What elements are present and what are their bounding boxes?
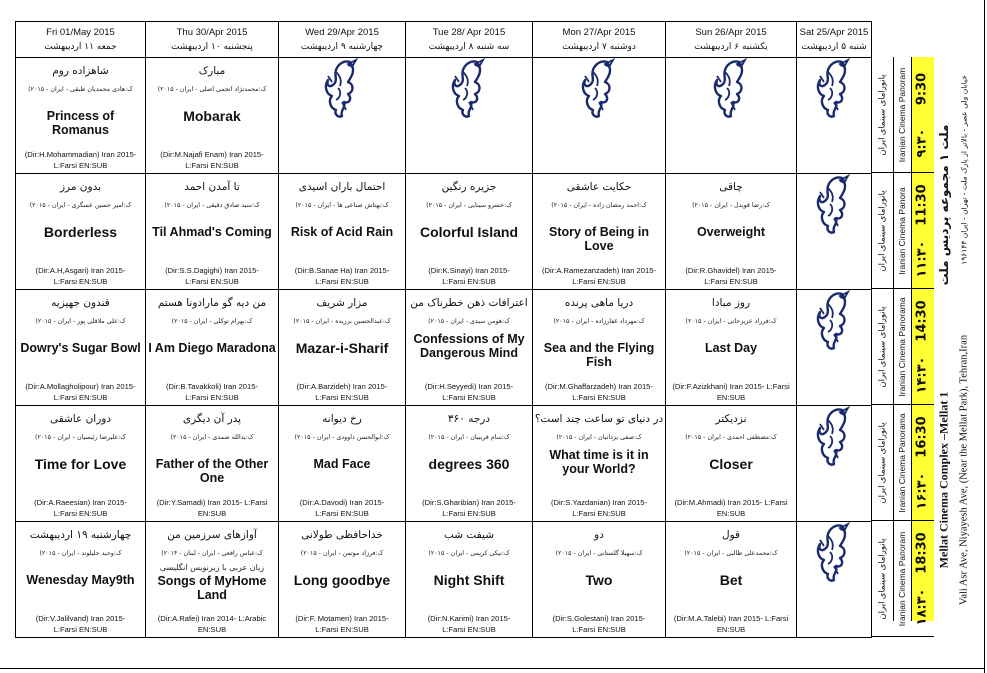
film-cell	[666, 174, 797, 290]
film-title-fa: روز مبادا	[711, 297, 751, 309]
film-cell	[406, 522, 533, 638]
section-name-en: Iranian Cinema Panorama	[897, 297, 907, 397]
film-title-en: Princess of Romanus	[46, 109, 115, 137]
date-fa: یکشنبه ۶ اردیبهشت	[694, 42, 768, 52]
film-info	[408, 266, 530, 287]
film-title-en: I Am Diego Maradona	[148, 341, 276, 355]
film-info-line: (Dir:H.Mohammadian) Iran 2015-	[24, 150, 137, 159]
section-name-en: Iranian Cinema Panoram	[897, 67, 907, 163]
film-info-line: (Dir:R.Ghavidel) Iran 2015-	[685, 266, 777, 275]
film-info	[281, 382, 403, 403]
logo-cell	[406, 58, 533, 174]
film-title-fa: نزدیکتر	[715, 413, 747, 425]
simorgh-bird-logo-icon	[666, 58, 796, 120]
film-info-line: L:Farsi EN:SUB	[315, 624, 369, 634]
film-cell	[406, 290, 533, 406]
film-info-line: (Dir:A.Ramezanzadeh) Iran 2015-	[542, 266, 656, 275]
film-info-line: L:Farsi EN:SUB	[53, 392, 108, 402]
film-cell	[666, 522, 797, 638]
date-en: Fri 01/May 2015	[46, 27, 115, 38]
film-info	[148, 614, 276, 635]
film-title-en: Confessions of My Dangerous Mind	[413, 332, 525, 360]
film-info-line: L:Farsi EN:SUB	[442, 624, 496, 634]
logo-cell	[797, 58, 872, 174]
side-row-rule	[871, 636, 934, 637]
film-info-line: (Dir:M.A.Talebi) Iran 2015- L:Farsi	[673, 614, 789, 623]
time-slot-row	[16, 58, 872, 174]
film-info-line: (Dir:H.Seyyedi) Iran 2015-	[424, 382, 514, 391]
side-row-rule	[871, 172, 934, 173]
film-title-fa: قندون جهیزیه	[51, 297, 110, 309]
film-cell	[16, 174, 146, 290]
film-info	[408, 614, 530, 635]
side-band-rule	[893, 57, 894, 621]
film-info	[18, 266, 143, 287]
film-credit-fa: (ک:محمدعلی طالبی - ایران - ۲۰۱۵	[684, 550, 778, 557]
film-title-en: Story of Being in Love	[549, 225, 649, 253]
film-info	[408, 498, 530, 519]
simorgh-bird-logo-icon	[797, 58, 871, 120]
section-name-en: Iranian Cinema Panorama	[897, 413, 907, 513]
film-title-fa: قول	[721, 529, 741, 541]
film-title-en: Overweight	[696, 225, 766, 239]
date-en: Thu 30/Apr 2015	[176, 27, 248, 38]
film-title-fa: چاقی	[719, 181, 743, 193]
film-cell	[406, 406, 533, 522]
film-credit-fa: (ک:سید صادق دقیقی - ایران - ۲۰۱۵	[164, 202, 260, 209]
film-title-fa: پدر آن دیگری	[182, 413, 242, 425]
film-info-line: (Dir:A.Davodi) Iran 2015-	[299, 498, 385, 507]
film-title-en: Mobarak	[183, 108, 241, 124]
date-header-1	[146, 22, 279, 58]
film-info-line: L:Farsi EN:SUB	[704, 276, 758, 286]
date-en: Sun 26/Apr 2015	[695, 27, 767, 38]
film-title-fa: مزار شریف	[316, 297, 368, 309]
time-label-en: 18:30	[914, 532, 930, 574]
film-title-en: Mad Face	[313, 457, 371, 471]
date-header-3	[406, 22, 533, 58]
film-cell	[533, 290, 666, 406]
film-title-en: Til Ahmad's Coming	[152, 225, 272, 239]
film-credit-fa: (ک:احمد رمضان زاده - ایران - ۲۰۱۵	[551, 202, 647, 209]
film-info	[281, 498, 403, 519]
film-credit-fa: (ک:علیرضا رئیسیان - ایران - ۲۰۱۵	[35, 434, 126, 441]
film-info-line: (Dir:S.Gharibian) Iran 2015-	[422, 498, 516, 507]
film-cell	[533, 522, 666, 638]
film-title-fa: دوران عاشقی	[49, 413, 112, 425]
film-info	[148, 382, 276, 403]
film-title-fa: شاهزاده روم	[52, 65, 109, 77]
simorgh-bird-logo-icon	[797, 290, 871, 352]
film-cell	[666, 406, 797, 522]
film-info-line: EN:SUB	[197, 508, 227, 518]
film-title-fa: ۳۶۰ درجه	[447, 413, 491, 425]
date-en: Tue 28/ Apr 2015	[432, 27, 506, 38]
time-label-en: 11:30	[914, 184, 930, 226]
date-fa: پنجشنبه ۱۰ اردیبهشت	[171, 42, 253, 52]
film-cell	[16, 522, 146, 638]
film-title-fa: جزیره رنگین	[441, 181, 497, 193]
film-cell	[279, 174, 406, 290]
film-info	[535, 382, 663, 403]
address-fa: خیابان ولی عصر - بالاتر از پارک ملت - تهران - ایران ۱۹۶۱۴۳	[959, 75, 969, 265]
film-title-en: degrees 360	[428, 456, 510, 472]
film-info-line: (Dir:S.S.Dagighi) Iran 2015-	[165, 266, 259, 275]
film-title-fa: شیفت شب	[443, 529, 495, 541]
film-info-line: (Dir:A.Rafei) Iran 2014- L:Arabic	[157, 614, 267, 623]
film-title-en: What time is it in your World?	[549, 448, 649, 476]
date-header-2	[279, 22, 406, 58]
film-info-line: L:Farsi EN:SUB	[572, 276, 626, 286]
film-info-line: (Dir:A.Barzideh) Iran 2015-	[296, 382, 388, 391]
film-credit-fa: (ک:وحید جلیلوند - ایران - ۲۰۱۵	[39, 550, 122, 557]
film-info-line: (Dir:F. Motamen) Iran 2015-	[295, 614, 389, 623]
date-en: Sat 25/Apr 2015	[799, 27, 869, 38]
date-fa: چهارشنبه ۹ اردیبهشت	[300, 42, 384, 52]
film-credit-fa: (ک:عبدالحسین برزیده - ایران - ۲۰۱۵	[293, 318, 391, 325]
date-header-row	[16, 22, 872, 58]
cinema-name-en: Mellat Cinema Complex –Mellat 1	[936, 391, 951, 569]
simorgh-bird-logo-icon	[797, 522, 871, 584]
film-info-line: EN:SUB	[716, 392, 746, 402]
film-title-en: Songs of MyHome Land	[157, 574, 267, 602]
film-title-en: Long goodbye	[293, 572, 391, 588]
film-info-line: L:Farsi EN:SUB	[572, 624, 626, 634]
film-title-fa: بدون مرز	[59, 181, 102, 193]
film-info-line: (Dir:M.Ghaffarzadeh) Iran 2015-	[545, 382, 653, 391]
film-info	[18, 150, 143, 171]
film-cell	[666, 290, 797, 406]
film-info-line: EN:SUB	[716, 508, 746, 518]
film-info-line: EN:SUB	[197, 624, 227, 634]
film-title-en: Sea and the Flying Fish	[543, 341, 655, 369]
time-label-en: 16:30	[914, 416, 930, 458]
film-credit-fa: (ک:هومن سیدی - ایران - ۲۰۱۵	[428, 318, 510, 325]
film-credit-fa: (ک:فرزاد موتمن - ایران - ۲۰۱۵	[300, 550, 384, 557]
film-info-line: L:Farsi EN:SUB	[442, 392, 496, 402]
film-title-fa: دریا ماهی پرنده	[564, 297, 634, 309]
film-title-en: Father of the Other One	[155, 457, 269, 485]
film-credit-fa: (ک:نیکی کریمی - ایران - ۲۰۱۵	[428, 550, 510, 557]
side-row-rule	[871, 520, 934, 521]
film-info-line: L:Farsi EN:SUB	[442, 508, 496, 518]
film-title-fa: در دنیای تو ساعت چند است؟	[534, 413, 664, 425]
film-credit-fa: (ک:فرزاد عزیزخانی - ایران - ۲۰۱۵	[685, 318, 777, 325]
film-info-line: (Dir:K.Sinayi) Iran 2015-	[428, 266, 510, 275]
section-name-en: Iranian Cinema Panoram	[897, 531, 907, 627]
film-cell	[146, 58, 279, 174]
film-credit-fa: (ک:امیر حسین عسگری - ایران - ۲۰۱۵	[29, 202, 132, 209]
film-info-line: L:Farsi EN:SUB	[572, 392, 626, 402]
date-header-6	[797, 22, 872, 58]
page-edge-right	[984, 0, 985, 673]
simorgh-bird-logo-icon	[797, 406, 871, 468]
time-label-fa: ۱۴:۳۰	[914, 356, 930, 394]
film-credit-fa: (ک:مصطفی احمدی - ایران - ۲۰۱۵	[685, 434, 777, 441]
film-credit-fa: (ک:محمدنژاد انجمی اصلی - ایران - ۲۰۱۵	[157, 86, 267, 93]
film-info	[148, 150, 276, 171]
date-fa: جمعه ۱۱ اردیبهشت	[44, 42, 117, 52]
film-title-fa: رخ دیوانه	[322, 413, 362, 425]
film-cell	[279, 522, 406, 638]
film-info-line: L:Farsi EN:SUB	[315, 276, 369, 286]
film-cell	[406, 174, 533, 290]
film-title-fa: اعترافات ذهن خطرناک من	[410, 297, 528, 309]
film-cell	[16, 406, 146, 522]
address-en: Vali Asr Ave, Niyayesh Ave, (Near the Mellat Park), Tehran,Iran	[958, 334, 970, 606]
logo-cell	[279, 58, 406, 174]
film-title-en: Time for Love	[34, 456, 127, 472]
film-credit-fa: (ک:بهتاش صناعی ها - ایران - ۲۰۱۵	[295, 202, 389, 209]
film-info	[18, 498, 143, 519]
simorgh-bird-logo-icon	[797, 174, 871, 236]
film-cell	[533, 174, 666, 290]
time-label-en: 14:30	[914, 300, 930, 342]
film-info-line: L:Farsi EN:SUB	[185, 392, 239, 402]
film-info-line: L:Farsi EN:SUB	[53, 624, 108, 634]
film-info	[668, 498, 794, 519]
side-band-rule	[871, 57, 872, 621]
film-info-line: (Dir:M.Ahmadi) Iran 2015- L:Farsi	[674, 498, 788, 507]
film-info	[408, 382, 530, 403]
film-title-fa: من دیه گو مارادونا هستم	[157, 297, 267, 309]
section-name-fa: پانورامای سینمای ایران	[876, 74, 887, 156]
film-title-fa: تا آمدن احمد	[184, 181, 240, 193]
film-info-line: (Dir:S.Yazdanian) Iran 2015-	[550, 498, 648, 507]
film-info	[668, 614, 794, 635]
logo-cell	[797, 406, 872, 522]
film-info-line: L:Farsi EN:SUB	[572, 508, 626, 518]
film-cell	[16, 290, 146, 406]
film-title-en: Colorful Island	[420, 224, 518, 240]
time-label-fa: ۱۸:۳۰	[914, 588, 930, 626]
film-info-line: EN:SUB	[716, 624, 746, 634]
film-title-fa: چهارشنبه ۱۹ اردیبهشت	[29, 529, 132, 541]
film-title-fa: احتمال باران اسیدی	[298, 181, 386, 193]
logo-cell	[797, 522, 872, 638]
film-info-line: (Dir:Y.Samadi) Iran 2015- L:Farsi	[156, 498, 268, 507]
date-header-0	[16, 22, 146, 58]
film-info-line: L:Farsi EN:SUB	[185, 160, 239, 170]
simorgh-bird-logo-icon	[279, 58, 405, 120]
date-en: Mon 27/Apr 2015	[562, 27, 636, 38]
film-info	[281, 266, 403, 287]
film-title-fa: حکایت عاشقی	[566, 181, 632, 193]
film-info-line: L:Farsi EN:SUB	[53, 508, 108, 518]
time-label-fa: ۱۶:۳۰	[914, 472, 930, 510]
date-header-4	[533, 22, 666, 58]
film-credit-fa: (ک:ابوالحسن داوودی - ایران - ۲۰۱۵	[294, 434, 390, 441]
side-row-rule	[871, 404, 934, 405]
film-cell	[16, 58, 146, 174]
date-fa: دوشنبه ۷ اردیبهشت	[562, 42, 636, 52]
film-info-line: (Dir:A.Raeesian) Iran 2015-	[34, 498, 127, 507]
film-info-line: (Dir:B.Tavakkoli) Iran 2015-	[166, 382, 258, 391]
film-credit-fa: (ک:سهیلا گلستانی - ایران - ۲۰۱۵	[555, 550, 643, 557]
film-info-line: L:Farsi EN:SUB	[442, 276, 496, 286]
film-title-fa: خداحافظی طولانی	[301, 529, 383, 541]
time-slot-row	[16, 522, 872, 638]
logo-cell	[797, 174, 872, 290]
film-cell	[146, 522, 279, 638]
film-info-line: (Dir:V.Jalilvand) Iran 2015-	[35, 614, 126, 623]
film-info-line: (Dir:A.H,Asgari) Iran 2015-	[35, 266, 126, 275]
film-title-en: Closer	[709, 456, 753, 472]
time-slot-row	[16, 406, 872, 522]
date-fa: شنبه ۵ اردیبهشت	[801, 42, 867, 52]
film-info-line: L:Farsi EN:SUB	[53, 276, 108, 286]
film-cell	[146, 406, 279, 522]
film-credit-fa: (ک:بهرام توکلی - ایران - ۲۰۱۵	[171, 318, 253, 325]
film-title-en: Last Day	[704, 341, 758, 355]
film-title-fa: دو	[594, 529, 604, 541]
film-info	[18, 382, 143, 403]
film-credit-fa: (ک:سام قریبیان - ایران - ۲۰۱۵	[428, 434, 510, 441]
simorgh-bird-logo-icon	[533, 58, 665, 120]
section-name-en: Iranian Cinema Panora	[897, 187, 907, 275]
page-edge-bottom	[0, 668, 985, 669]
film-credit-fa: (ک:خسرو سینایی - ایران - ۲۰۱۵	[426, 202, 512, 209]
film-info-line: L:Farsi EN:SUB	[53, 160, 108, 170]
film-title-en: Dowry's Sugar Bowl	[20, 341, 141, 355]
film-credit-fa: (ک:هادی محمدیان طبقی - ایران - ۲۰۱۵	[28, 86, 133, 93]
side-band-rule	[911, 57, 912, 621]
film-cell	[533, 406, 666, 522]
time-label-en: 9:30	[914, 72, 930, 106]
film-title-en: Bet	[719, 572, 743, 588]
film-info-line: L:Farsi EN:SUB	[315, 508, 369, 518]
section-name-fa: پانورامای سینمای ایران	[876, 306, 887, 388]
film-credit-fa: (ک:مهرداد غفارزاده - ایران - ۲۰۱۵	[553, 318, 645, 325]
date-header-5	[666, 22, 797, 58]
film-credit-fa: (ک:رضا قویدل - ایران - ۲۰۱۵	[692, 202, 770, 209]
screening-schedule-table	[15, 21, 872, 638]
film-info	[668, 266, 794, 287]
film-cell	[146, 174, 279, 290]
film-title-fa: مبارک	[198, 65, 226, 77]
film-cell	[279, 406, 406, 522]
film-info	[148, 266, 276, 287]
film-info-line: L:Farsi EN:SUB	[315, 392, 369, 402]
film-title-en: Borderless	[43, 224, 118, 240]
time-slot-row	[16, 290, 872, 406]
date-en: Wed 29/Apr 2015	[305, 27, 379, 38]
simorgh-bird-logo-icon	[406, 58, 532, 120]
film-info-line: (Dir:S.Golestani) Iran 2015-	[552, 614, 646, 623]
film-info	[148, 498, 276, 519]
logo-cell	[533, 58, 666, 174]
film-title-en: Two	[585, 572, 613, 588]
date-fa: سه شنبه ۸ اردیبهشت	[428, 42, 510, 52]
film-info-line: (Dir:F.Azizkhani) Iran 2015- L:Farsi	[672, 382, 790, 391]
film-info-line: (Dir:A.Mollagholipour) Iran 2015-	[25, 382, 136, 391]
film-title-fa: آوازهای سرزمین من	[167, 529, 257, 541]
film-info-line: (Dir:B.Sanae Ha) Iran 2015-	[294, 266, 390, 275]
film-cell	[146, 290, 279, 406]
film-credit-fa: (ک:علی ملاقلی پور - ایران - ۲۰۱۵	[35, 318, 126, 325]
side-row-rule	[871, 288, 934, 289]
logo-cell	[666, 58, 797, 174]
cinema-name-fa: ملت ۱ مجموعه پردیس ملت	[937, 124, 951, 286]
film-info	[535, 498, 663, 519]
film-credit-fa: (ک:صفی یزدانیان - ایران - ۲۰۱۵	[556, 434, 642, 441]
film-language-note: زبان عربی با زیرنویس انگلیسی	[159, 563, 265, 572]
time-label-fa: ۱۱:۳۰	[914, 240, 930, 278]
film-info	[535, 266, 663, 287]
section-name-fa: پانورامای سینمای ایران	[876, 190, 887, 272]
section-name-fa: پانورامای سینمای ایران	[876, 422, 887, 504]
film-info-line: L:Farsi EN:SUB	[185, 276, 239, 286]
film-title-en: Night Shift	[433, 572, 505, 588]
film-info	[18, 614, 143, 635]
time-slot-row	[16, 174, 872, 290]
logo-cell	[797, 290, 872, 406]
time-label-fa: ۹:۳۰	[914, 128, 930, 158]
film-info-line: (Dir:N.Karimi) Iran 2015-	[427, 614, 511, 623]
film-credit-fa: (ک:یدالله صمدی - ایران - ۲۰۱۵	[170, 434, 254, 441]
film-info-line: (Dir:M.Najafi Enam) Iran 2015-	[160, 150, 264, 159]
section-name-fa: پانورامای سینمای ایران	[876, 538, 887, 620]
film-cell	[279, 290, 406, 406]
film-title-en: Wenesday May9th	[26, 573, 135, 587]
film-info	[281, 614, 403, 635]
film-title-en: Mazar-i-Sharif	[295, 340, 389, 356]
film-info	[668, 382, 794, 403]
film-title-en: Risk of Acid Rain	[290, 225, 394, 239]
film-info	[535, 614, 663, 635]
film-credit-fa: (ک:عباس رافعی - ایران - لبنان - ۲۰۱۴	[161, 550, 263, 557]
